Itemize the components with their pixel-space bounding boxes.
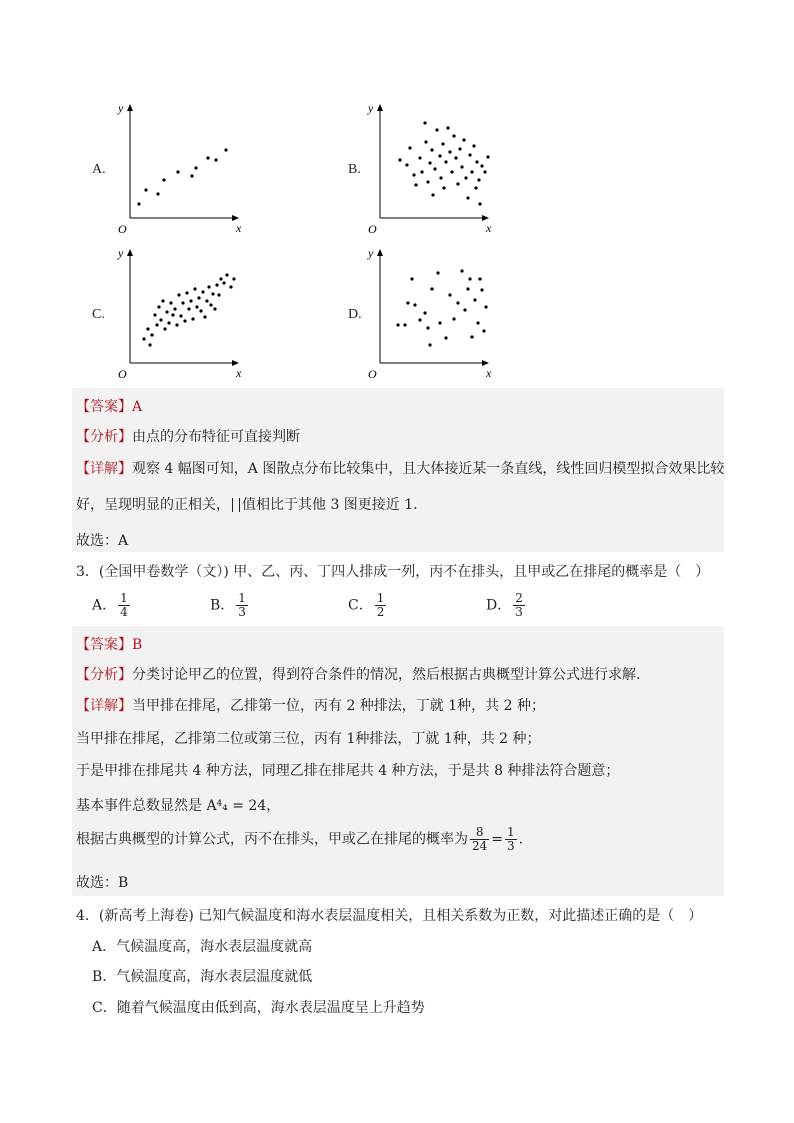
scatter-point [177, 293, 180, 296]
choose-text: 故选：A [76, 533, 129, 549]
scatter-point [193, 287, 196, 290]
q4-option-c: C．随着气候温度由低到高，海水表层温度呈上升趋势 [92, 1000, 425, 1016]
y-axis-label: y [368, 101, 374, 115]
analysis-tag: 【分析】 [76, 667, 132, 683]
plot-c-label: C. [92, 307, 105, 322]
scatter-point [438, 321, 441, 324]
plot-b-label: B. [348, 162, 361, 177]
scatter-point [155, 323, 158, 326]
scatter-point [456, 182, 459, 185]
y-axis-arrow [127, 249, 133, 256]
scatter-point [418, 156, 421, 159]
scatter-point [423, 311, 426, 314]
scatter-point [436, 271, 439, 274]
scatter-point [482, 329, 485, 332]
scatter-point [476, 321, 479, 324]
option-fraction [375, 592, 387, 619]
analysis-text: 分类讨论甲乙的位置，得到符合条件的情况，然后根据古典概型计算公式进行求解. [132, 667, 641, 683]
q3-analysis [76, 664, 640, 684]
scatter-point [144, 188, 147, 191]
scatter-point [157, 305, 160, 308]
option-fraction [236, 592, 248, 619]
scatter-point [167, 321, 170, 324]
q2-detail-2 [76, 494, 418, 514]
q2-answer [76, 396, 142, 416]
scatter-point [418, 318, 421, 321]
scatter-point [478, 277, 481, 280]
plot-d [370, 245, 510, 380]
option-label: A． [92, 597, 117, 614]
scatter-point [162, 178, 165, 181]
scatter-point [430, 148, 433, 151]
numerator: 1 [120, 591, 128, 605]
scatter-point [426, 326, 429, 329]
y-axis-arrow [377, 104, 383, 111]
scatter-point [462, 138, 465, 141]
q3-option-d [486, 592, 527, 619]
scatter-point [438, 154, 441, 157]
scatter-point [396, 323, 399, 326]
scatter-point [428, 161, 431, 164]
scatter-point [474, 186, 477, 189]
scatter-point [428, 343, 431, 346]
scatter-point [454, 156, 457, 159]
plot-d-svg [370, 245, 510, 380]
scatter-point [206, 156, 209, 159]
detail-text-2a: 好，呈现明显的正相关， [76, 497, 230, 513]
scatter-point [229, 285, 232, 288]
scatter-point [446, 126, 449, 129]
option-fraction [513, 592, 525, 619]
numerator: 8 [470, 826, 489, 840]
scatter-point [224, 148, 227, 151]
q3-answer [76, 634, 142, 654]
scatter-point [142, 337, 145, 340]
answer-value: B [132, 637, 143, 653]
scatter-point [431, 193, 434, 196]
plot-a-label: A. [92, 162, 106, 177]
scatter-point [435, 128, 438, 131]
probability-fraction-2 [505, 826, 517, 853]
scatter-point [480, 164, 483, 167]
scatter-point [153, 313, 156, 316]
numerator: 1 [238, 591, 246, 605]
scatter-point [156, 192, 159, 195]
scatter-point [468, 153, 471, 156]
x-axis-label: x [486, 366, 492, 380]
scatter-point [460, 269, 463, 272]
scatter-point [181, 301, 184, 304]
scatter-point [194, 166, 197, 169]
scatter-point [484, 305, 487, 308]
q4-option-a: A．气候温度高，海水表层温度就高 [92, 939, 313, 955]
scatter-point [205, 299, 208, 302]
detail-text-1: 当甲排在排尾，乙排第一位，丙有 2 种排法，丁就 1种，共 2 种； [132, 698, 545, 714]
option-label: D． [486, 597, 512, 614]
option-label: C． [348, 597, 373, 614]
scatter-point [483, 170, 486, 173]
numerator: 1 [507, 825, 515, 839]
scatter-point [475, 160, 478, 163]
scatter-point [175, 323, 178, 326]
plot-b [370, 100, 510, 235]
plot-a [120, 100, 260, 235]
q4-stem: 4．(新高考上海卷) 已知气候温度和海水表层温度相关，且相关系数为正数，对此描述正确的是（ ） [76, 908, 703, 924]
scatter-point [159, 318, 162, 321]
scatter-point [176, 170, 179, 173]
scatter-point [232, 277, 235, 280]
scatter-point [439, 176, 442, 179]
scatter-point [414, 183, 417, 186]
formula-placeholder [232, 498, 240, 512]
scatter-point [403, 323, 406, 326]
scatter-point [163, 327, 166, 330]
denominator: 3 [507, 839, 515, 853]
scatter-point [458, 147, 461, 150]
y-axis-label: y [118, 101, 124, 115]
scatter-point [201, 290, 204, 293]
scatter-point [470, 170, 473, 173]
scatter-point [473, 298, 476, 301]
scatter-point [460, 165, 463, 168]
scatter-point [189, 299, 192, 302]
numerator: 2 [515, 591, 523, 605]
scatter-point [165, 310, 168, 313]
scatter-point [442, 186, 445, 189]
q3-detail-1 [76, 695, 545, 715]
detail-tag: 【详解】 [76, 461, 132, 477]
scatter-point [405, 163, 408, 166]
scatter-point [472, 144, 475, 147]
scatter-point [448, 293, 451, 296]
q3-option-a [92, 592, 132, 619]
scatter-point [468, 277, 471, 280]
plot-c-svg [120, 245, 260, 380]
q3-detail-2: 当甲排在排尾，乙排第二位或第三位，丙有 1种排法，丁就 1种，共 2 种； [76, 731, 541, 747]
denominator: 4 [120, 605, 128, 619]
q2-analysis [76, 426, 300, 446]
scatter-point [207, 285, 210, 288]
scatter-point [441, 142, 444, 145]
q2-detail-1 [76, 458, 724, 478]
y-axis-label: y [118, 246, 124, 260]
probability-fraction-1 [470, 826, 489, 853]
origin-label: O [368, 222, 377, 236]
q2-choose [76, 530, 128, 550]
scatter-point [179, 314, 182, 317]
scatter-point [450, 170, 453, 173]
scatter-point [171, 313, 174, 316]
x-axis-label: x [236, 221, 242, 235]
q3-detail-3: 于是甲排在排尾共 4 种方法，同理乙排在排尾共 4 种方法，于是共 8 种排法符合题意； [76, 763, 620, 779]
scatter-point [430, 287, 433, 290]
x-axis-label: x [236, 366, 242, 380]
scatter-point [185, 291, 188, 294]
scatter-point [444, 336, 447, 339]
scatter-point [412, 173, 415, 176]
scatter-point [420, 170, 423, 173]
y-axis-arrow [127, 104, 133, 111]
scatter-point [211, 292, 214, 295]
scatter-point [426, 180, 429, 183]
q3-detail-5 [76, 826, 523, 853]
origin-label: O [368, 367, 377, 381]
answer-tag: 【答案】 [76, 399, 132, 415]
denominator: 24 [472, 839, 488, 853]
scatter-point [173, 307, 176, 310]
scatter-point [190, 174, 193, 177]
scatter-point [406, 301, 409, 304]
detail-text-1: 观察 4 幅图可知，A 图散点分布比较集中，且大体接近某一条直线，线性回归模型拟合效果比较 [132, 461, 725, 477]
scatter-point [424, 140, 427, 143]
scatter-point [203, 315, 206, 318]
scatter-point [464, 176, 467, 179]
scatter-point [217, 293, 220, 296]
scatter-point [452, 134, 455, 137]
q3-option-b [210, 592, 250, 619]
scatter-point [187, 307, 190, 310]
option-fraction [118, 592, 130, 619]
scatter-point [195, 305, 198, 308]
scatter-point [150, 333, 153, 336]
plot-b-svg [370, 100, 510, 235]
scatter-point [146, 327, 149, 330]
scatter-point [169, 301, 172, 304]
scatter-point [413, 303, 416, 306]
q3-choose: 故选：B [76, 875, 129, 891]
scatter-point [137, 202, 140, 205]
scatter-point [148, 343, 151, 346]
scatter-point [478, 202, 481, 205]
q4-option-b: B．气候温度高，海水表层温度就低 [92, 969, 313, 985]
scatter-point [433, 167, 436, 170]
scatter-point [199, 309, 202, 312]
q3-option-c [348, 592, 388, 619]
scatter-point [470, 335, 473, 338]
period: . [518, 831, 524, 848]
scatter-point [463, 308, 466, 311]
plot-a-svg [120, 100, 260, 235]
equals-sign: = [491, 831, 504, 848]
answer-tag: 【答案】 [76, 637, 132, 653]
scatter-point [183, 319, 186, 322]
detail-text-2b: 值相比于其他 3 图更接近 1. [242, 497, 418, 513]
origin-label: O [118, 222, 127, 236]
scatter-point [219, 277, 222, 280]
origin-label: O [118, 367, 127, 381]
scatter-point [486, 155, 489, 158]
scatter-point [480, 288, 483, 291]
q3-stem: 3．(全国甲卷数学（文）) 甲、乙、丙、丁四人排成一列，丙不在排头，且甲或乙在排尾的概率是（ ） [76, 564, 710, 580]
scatter-point [444, 160, 447, 163]
scatter-point [408, 146, 411, 149]
scatter-point [456, 301, 459, 304]
denominator: 2 [376, 605, 385, 619]
analysis-text: 由点的分布特征可直接判断 [132, 429, 300, 445]
scatter-point [191, 317, 194, 320]
scatter-point [209, 303, 212, 306]
scatter-point [410, 277, 413, 280]
scatter-point [213, 307, 216, 310]
scatter-point [466, 196, 469, 199]
q3-detail-4: 基本事件总数显然是 A⁴₄ = 24， [76, 798, 281, 814]
answer-value: A [132, 399, 143, 415]
scatter-point [423, 121, 426, 124]
plot-c [120, 245, 260, 380]
numerator: 1 [376, 591, 385, 605]
scatter-point [161, 299, 164, 302]
option-label: B． [210, 597, 235, 614]
scatter-point [477, 178, 480, 181]
plot-d-label: D. [348, 307, 362, 322]
scatter-point [452, 317, 455, 320]
scatter-point [398, 158, 401, 161]
scatter-point [466, 287, 469, 290]
x-axis-label: x [486, 221, 492, 235]
detail-tag: 【详解】 [76, 698, 132, 714]
denominator: 3 [515, 605, 523, 619]
analysis-tag: 【分析】 [76, 429, 132, 445]
scatter-point [222, 281, 225, 284]
y-axis-arrow [377, 249, 383, 256]
scatter-point [215, 283, 218, 286]
denominator: 3 [238, 605, 246, 619]
scatter-point [197, 296, 200, 299]
y-axis-label: y [368, 246, 374, 260]
scatter-point [225, 273, 228, 276]
detail-text-5: 根据古典概型的计算公式，丙不在排头，甲或乙在排尾的概率为 [76, 831, 468, 848]
scatter-point [448, 150, 451, 153]
scatter-point [214, 158, 217, 161]
